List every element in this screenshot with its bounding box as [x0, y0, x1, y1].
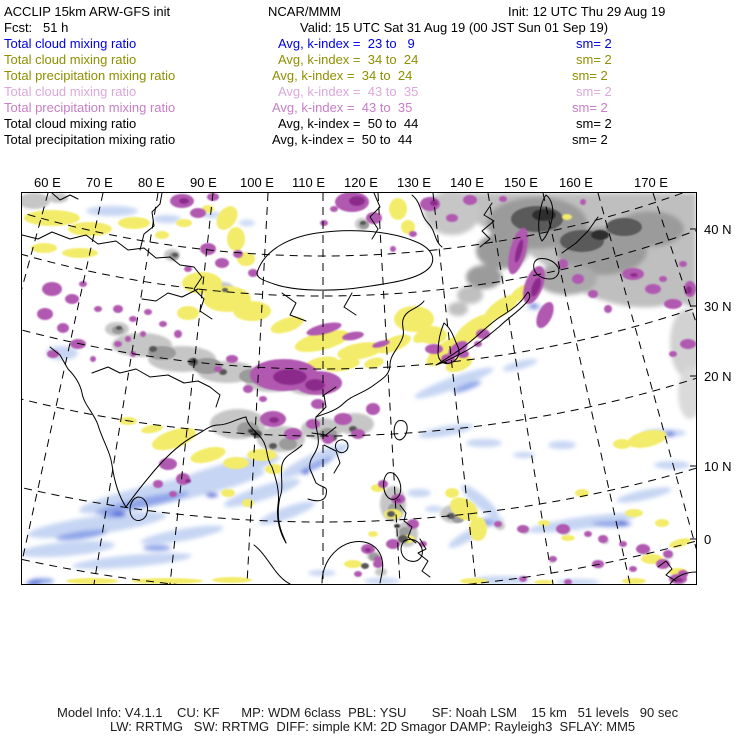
model-info-line1: Model Info: V4.1.1 CU: KF MP: WDM 6class PBL: YSU SF: Noah LSM 15 km 51 levels 90 sec — [57, 705, 679, 720]
legend-label: Total cloud mixing ratio — [4, 36, 137, 51]
fcst-hour: Fcst: 51 h — [4, 20, 69, 35]
x-tick: 70 E — [86, 175, 113, 190]
model-info-line2: LW: RRTMG SW: RRTMG DIFF: simple KM: 2D Smagor DAMP: Rayleigh3 SFLAY: MM5 — [110, 719, 636, 734]
plot-title: ACCLIP 15km ARW-GFS init — [4, 4, 171, 19]
legend-label: Total precipitation mixing ratio — [4, 100, 176, 115]
legend-stat: Avg, k-index = 34 to 24 — [278, 52, 419, 67]
map-frame — [21, 175, 732, 585]
legend-sm: sm= 2 — [572, 68, 608, 83]
init-time: Init: 12 UTC Thu 29 Aug 19 — [508, 4, 666, 19]
map-canvas — [22, 193, 696, 584]
legend-stat: Avg, k-index = 50 to 44 — [272, 132, 413, 147]
legend-sm: sm= 2 — [572, 100, 608, 115]
legend-stat: Avg, k-index = 34 to 24 — [272, 68, 413, 83]
legend-sm: sm= 2 — [576, 116, 612, 131]
x-tick: 60 E — [34, 175, 61, 190]
y-tick: 30 N — [704, 299, 732, 314]
legend-stat: Avg, k-index = 43 to 35 — [278, 84, 419, 99]
x-tick: 80 E — [138, 175, 165, 190]
legend-sm: sm= 2 — [572, 132, 608, 147]
x-tick: 120 E — [344, 175, 378, 190]
legend-sm: sm= 2 — [576, 52, 612, 67]
x-tick: 110 E — [292, 175, 326, 190]
legend-label: Total cloud mixing ratio — [4, 116, 137, 131]
y-tick: 10 N — [704, 459, 732, 474]
legend-label: Total cloud mixing ratio — [4, 84, 137, 99]
x-tick: 170 E — [634, 175, 668, 190]
x-tick: 140 E — [450, 175, 484, 190]
x-tick: 130 E — [397, 175, 431, 190]
x-tick: 150 E — [504, 175, 538, 190]
legend-stat: Avg, k-index = 43 to 35 — [272, 100, 413, 115]
legend-label: Total cloud mixing ratio — [4, 52, 137, 67]
x-tick: 90 E — [190, 175, 217, 190]
legend-label: Total precipitation mixing ratio — [4, 132, 176, 147]
org-label: NCAR/MMM — [268, 4, 341, 19]
x-tick: 160 E — [559, 175, 593, 190]
y-tick: 20 N — [704, 369, 732, 384]
y-tick: 0 — [704, 532, 712, 547]
legend-sm: sm= 2 — [576, 36, 612, 51]
y-tick: 40 N — [704, 222, 732, 237]
x-tick: 100 E — [240, 175, 274, 190]
legend-stat: Avg, k-index = 50 to 44 — [278, 116, 419, 131]
legend-stat: Avg, k-index = 23 to 9 — [278, 36, 415, 51]
legend-label: Total precipitation mixing ratio — [4, 68, 176, 83]
valid-time: Valid: 15 UTC Sat 31 Aug 19 (00 JST Sun 01 Sep 19) — [300, 20, 609, 35]
legend-sm: sm= 2 — [576, 84, 612, 99]
